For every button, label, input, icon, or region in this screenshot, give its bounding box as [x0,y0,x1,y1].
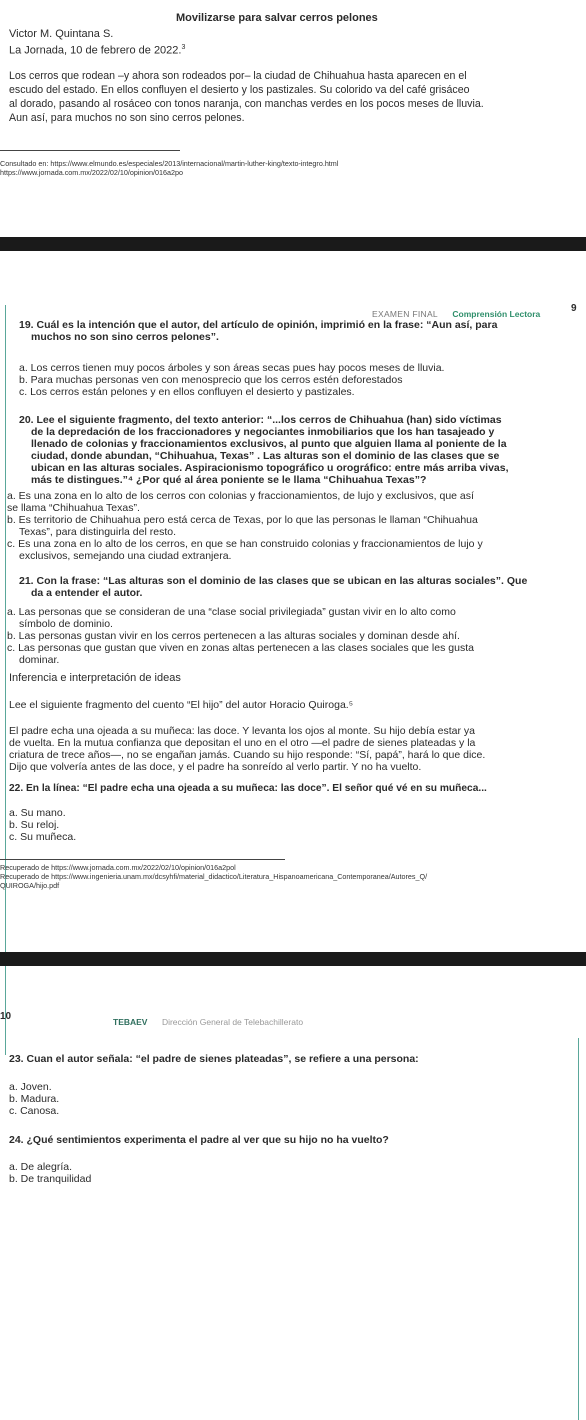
question-line: ciudad, donde abundan, “Chihuahua, Texas” . Las alturas son el dominio de las clases que se [31,450,500,462]
option-a[interactable]: a. Los cerros tienen muy pocos árboles y son áreas secas pues hay pocos meses de lluvia. [19,362,445,374]
option-a[interactable]: a. Joven. [9,1081,52,1093]
story-line: de vuelta. En la mutua confianza que depositan el uno en el otro —el padre de sienes plateadas y la [9,737,476,749]
story-line: Dijo que volvería antes de las doce, y el padre ha sonreído al verlo partir. Y no ha vuelto. [9,761,422,773]
option-b[interactable]: b. De tranquilidad [9,1173,92,1185]
footnote: Consultado en: https://www.elmundo.es/especiales/2013/internacional/martin-luther-king/texto-integro.html [0,159,339,168]
article-title: Movilizarse para salvar cerros pelones [176,12,378,24]
question-line: 19. Cuál es la intención que el autor, del artículo de opinión, imprimió en la frase: “Aun así, para [19,319,498,331]
option-c[interactable]: c. Su muñeca. [9,831,77,843]
article-source [9,42,185,57]
question-line: da a entender el autor. [31,587,143,599]
page-break-band [0,237,586,251]
q24-options [9,1161,91,1185]
page-frame-right [578,1038,579,1420]
option-b[interactable]: b. Para muchas personas ven con menosprecio que los cerros estén deforestados [19,374,403,386]
option-b[interactable]: b. Las personas gustan vivir en los cerros pertenecen a las alturas sociales y dominan desde ahí. [7,630,460,642]
article-source-text: La Jornada, 10 de febrero de 2022. [9,44,182,57]
option-b[interactable]: b. Madura. [9,1093,60,1105]
option-a[interactable]: a. Es una zona en lo alto de los cerros con colonias y fraccionamientos, de lujo y exclusivos, que así [7,490,474,502]
section-label: Comprensión Lectora [452,309,541,319]
story-intro: Lee el siguiente fragmento del cuento “El hijo” del autor Horacio Quiroga.⁵ [9,699,354,711]
footnote-divider [0,150,180,151]
question-line: 20. Lee el siguiente fragmento, del texto anterior: “...los cerros de Chihuahua (han) sido víctimas [19,414,502,426]
option-b[interactable]: b. Es territorio de Chihuahua pero está cerca de Texas, por lo que las personas le llaman “Chihuahua [7,514,478,526]
paragraph-line: Los cerros que rodean –y ahora son rodeados por– la ciudad de Chihuahua hasta aparecen en el [9,70,467,82]
question-21 [19,575,581,599]
brand-label: TEBAEV [113,1017,148,1027]
q22-options [9,807,76,843]
question-22: 22. En la línea: “El padre echa una ojeada a su muñeca: las doce”. El señor qué vé en su muñeca... [9,783,487,794]
paragraph-line: al dorado, pasando al rosáceo con tonos naranja, con manchas verdes en los pocos meses de lluvia. [9,98,484,110]
question-line: más te distingues.”⁴ ¿Por qué al área poniente se le llama “Chihuahua Texas”? [31,474,427,486]
option-a[interactable]: a. Las personas que se consideran de una “clase social privilegiada” gustan vivir en lo alto como [7,606,456,618]
page-header [113,1012,303,1030]
option-c[interactable]: c. Canosa. [9,1105,60,1117]
footnote-divider [0,859,285,860]
footnote: Recuperado de https://www.ingenieria.unam.mx/dcsyhfi/material_didactico/Literatura_Hispanoamericana_Contemporanea/Autores_Q/ [0,872,428,881]
q19-options [19,362,579,398]
question-19 [19,319,579,343]
option-b-cont: Texas”, para distinguirla del resto. [19,526,176,538]
page-number: 9 [571,303,577,314]
question-line: 21. Con la frase: “Las alturas son el dominio de las clases que se ubican en las alturas sociales”. Que [19,575,528,587]
option-a-cont: símbolo de dominio. [19,618,113,630]
option-c[interactable]: c. Las personas que gustan que viven en zonas altas pertenecen a las clases sociales que les gusta [7,642,474,654]
option-a[interactable]: a. Su mano. [9,807,66,819]
question-line: ubican en las alturas sociales. Aspiracionismo topográfico u orográfico: entre más arriba vivas, [31,462,509,474]
question-24: 24. ¿Qué sentimientos experimenta el padre al ver que su hijo no ha vuelto? [9,1134,389,1146]
option-c-cont: exclusivos, semejando una ciudad extranjera. [19,550,232,562]
option-c-cont: dominar. [19,654,60,666]
section-title: Inferencia e interpretación de ideas [9,672,181,684]
footnote: Recuperado de https://www.jornada.com.mx/2022/02/10/opinion/016a2pol [0,863,236,872]
question-line: de la depredación de los fraccionadores y negociantes inmobiliarios que los han tasajeado y [31,426,495,438]
footnote: https://www.jornada.com.mx/2022/02/10/opinion/016a2po [0,168,183,177]
page-frame-left [5,305,6,1055]
option-c[interactable]: c. Los cerros están pelones y en ellos confluyen el desierto y pastizales. [19,386,355,398]
footnote: QUIROGA/hijo.pdf [0,881,60,890]
article-source-sup: 3 [181,44,186,51]
org-label: Dirección General de Telebachillerato [161,1017,304,1027]
question-line: muchos no son sino cerros pelones”. [31,331,219,343]
question-20 [19,414,581,486]
paragraph-line: escudo del estado. En ellos confluyen el desierto y los pastizales. Su colorido va del café grisáceo [9,84,470,96]
paragraph-line: Aun así, para muchos no son sino cerros pelones. [9,112,245,124]
page-number: 10 [0,1011,12,1022]
exam-label: EXAMEN FINAL [372,309,438,319]
story-fragment [9,725,581,773]
article-author: Victor M. Quintana S. [9,28,114,40]
article-paragraph [9,69,579,125]
story-line: criatura de trece años—, no se engañan jamás. Cuando su hijo responde: “Sí, papá”, hará lo que dice. [9,749,486,761]
option-c[interactable]: c. Es una zona en lo alto de los cerros, en que se han construido colonias y fraccionamientos de lujo y [7,538,483,550]
q23-options [9,1081,59,1117]
story-line: El padre echa una ojeada a su muñeca: las doce. Y levanta los ojos al monte. Su hijo debía estar ya [9,725,475,737]
option-a[interactable]: a. De alegría. [9,1161,73,1173]
q20-options [7,490,581,562]
q21-options [7,606,581,666]
page-break-band [0,952,586,966]
option-a-cont: se llama “Chihuahua Texas”. [7,502,140,514]
option-b[interactable]: b. Su reloj. [9,819,60,831]
question-23: 23. Cuan el autor señala: “el padre de sienes plateadas”, se refiere a una persona: [9,1053,419,1065]
question-line: llenado de colonias y fraccionamientos exclusivos, al punto que alguien llama al poniente de la [31,438,507,450]
